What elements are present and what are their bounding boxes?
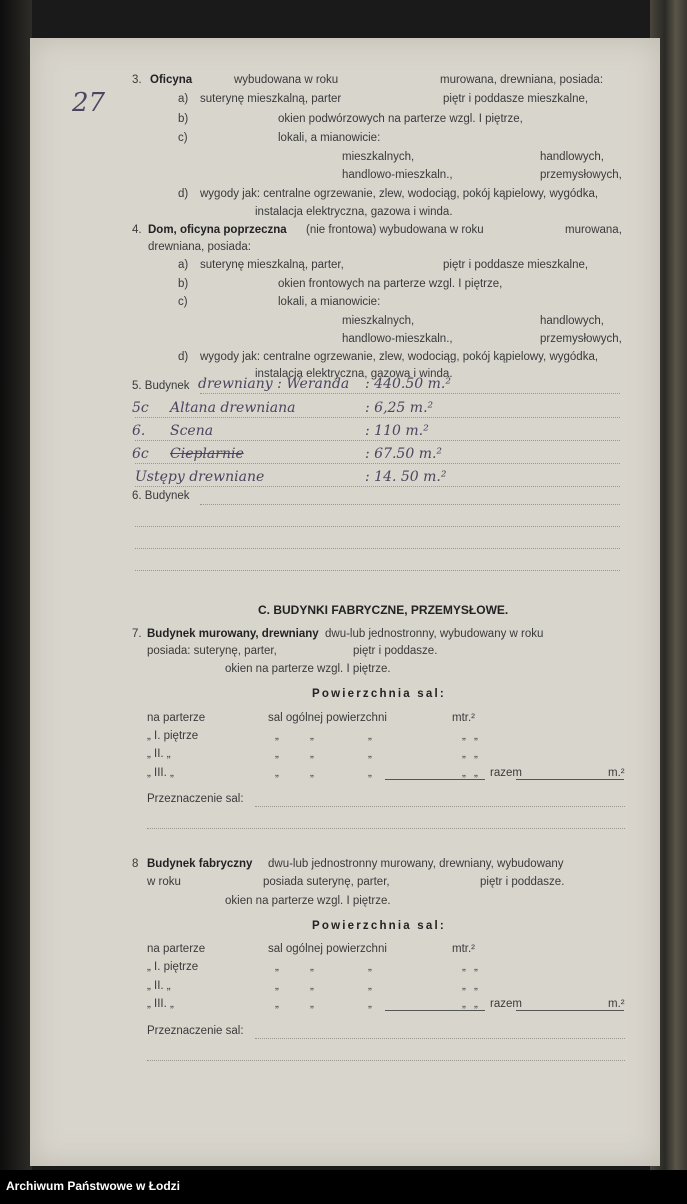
- s8-q-r1-d: „: [462, 961, 466, 973]
- s7-przezn: Przeznaczenie sal:: [147, 793, 244, 805]
- s3-m4: przemysłowych,: [540, 169, 622, 181]
- s8-q-r2-c: „: [368, 980, 372, 992]
- s3-b-text: okien podwórzowych na parterze wzgl. I piętrze,: [278, 113, 523, 125]
- s6-line-0: [200, 504, 620, 505]
- s7-rest: dwu-lub jednostronny, wybudowany w roku: [325, 628, 544, 640]
- s7-title: Budynek murowany, drewniany: [147, 628, 319, 640]
- s3-d-label: d): [178, 188, 189, 200]
- s5-row-1-prefix: 5c: [132, 400, 149, 416]
- s5-line-3: [135, 463, 620, 464]
- s8-pow: Powierzchnia sal:: [312, 920, 446, 932]
- s7-q-r3-a: „: [275, 767, 279, 779]
- s3-m2: handlowych,: [540, 151, 604, 163]
- s7-np: na parterze: [147, 712, 206, 724]
- s4-mat: murowana,: [565, 224, 622, 236]
- s7-przezn-line-0: [255, 806, 625, 807]
- s3-d-text: wygody jak: centralne ogrzewanie, zlew, wodociąg, pokój kąpielowy, wygódka,: [200, 188, 599, 200]
- s3-m3: handlowo-mieszkaln.,: [342, 169, 453, 181]
- s7-q-r1-b: „: [310, 730, 314, 742]
- s7-mtr: mtr.²: [452, 712, 475, 724]
- s7-okien: okien na parterze wzgl. I piętrze.: [225, 663, 391, 675]
- s3-b-label: b): [178, 113, 189, 125]
- s7-q-r1-a: „: [275, 730, 279, 742]
- s5-label: 5. Budynek: [132, 380, 190, 392]
- s8-posiada: posiada suterynę, parter,: [263, 876, 390, 888]
- s8-r3: „ III. „: [147, 998, 174, 1010]
- s7-q-r2-e: „: [474, 748, 478, 760]
- s7-przezn-line-1: [147, 828, 625, 829]
- s5-row-0-value: : 440.50 m.²: [365, 376, 451, 392]
- s5-row-2-value: : 110 m.²: [365, 423, 429, 439]
- s7-pietr: piętr i poddasze.: [353, 645, 438, 657]
- s7-q-r2-c: „: [368, 748, 372, 760]
- s4-d-text: wygody jak: centralne ogrzewanie, zlew, wodociąg, pokój kąpielowy, wygódka,: [200, 351, 599, 363]
- s7-r3: „ III. „: [147, 767, 174, 779]
- page-mark: 27: [72, 88, 106, 118]
- s8-q-r2-d: „: [462, 980, 466, 992]
- s5-row-2-text: Scena: [170, 423, 214, 439]
- s3-a-text2: piętr i poddasze mieszkalne,: [443, 93, 589, 105]
- s4-paren: (nie frontowa) wybudowana w roku: [306, 224, 484, 236]
- archive-footer-text: Archiwum Państwowe w Łodzi: [6, 1179, 181, 1193]
- s8-title: Budynek fabryczny: [147, 858, 253, 870]
- s7-sal: sal ogólnej powierzchni: [268, 712, 387, 724]
- s8-q-r3-b: „: [310, 998, 314, 1010]
- s8-mtr: mtr.²: [452, 943, 475, 955]
- s3-a-text: suterynę mieszkalną, parter: [200, 93, 342, 105]
- s8-q-r3-a: „: [275, 998, 279, 1010]
- s4-a-text2: piętr i poddasze mieszkalne,: [443, 259, 589, 271]
- s7-q-r1-d: „: [462, 730, 466, 742]
- s5-row-4-text: Ustępy drewniane: [135, 469, 265, 485]
- s7-r1: „ I. piętrze: [147, 730, 199, 742]
- s3-c-label: c): [178, 132, 188, 144]
- s7-q-r3-d: „: [462, 767, 466, 779]
- s5-row-1-value: : 6,25 m.²: [365, 400, 434, 416]
- s4-mat2: drewniana, posiada:: [148, 241, 251, 253]
- s4-m3: handlowo-mieszkaln.,: [342, 333, 453, 345]
- s5-line-2: [135, 440, 620, 441]
- s6-line-2: [135, 548, 620, 549]
- s4-a-label: a): [178, 259, 189, 271]
- s8-q-r1-c: „: [368, 961, 372, 973]
- s3-mat: murowana, drewniana, posiada:: [440, 74, 604, 86]
- s8-przezn: Przeznaczenie sal:: [147, 1025, 244, 1037]
- s7-sum-line: [385, 779, 485, 780]
- s3-title: Oficyna: [150, 74, 193, 86]
- s4-d-label: d): [178, 351, 189, 363]
- s7-q-r3-e: „: [474, 767, 478, 779]
- s5-row-4-value: : 14. 50 m.²: [365, 469, 447, 485]
- s4-d-text2: instalacja elektryczna, gazowa i winda.: [255, 368, 453, 380]
- s8-q-r2-e: „: [474, 980, 478, 992]
- s5-row-3-prefix: 6c: [132, 446, 149, 462]
- s5-row-3-text: Cieplarnie: [170, 446, 244, 462]
- s4-m2: handlowych,: [540, 315, 604, 327]
- s4-m4: przemysłowych,: [540, 333, 622, 345]
- s7-posiada: posiada: suterynę, parter,: [147, 645, 277, 657]
- s8-num: 8: [132, 858, 139, 870]
- scan-edge-left: [0, 0, 32, 1170]
- s8-przezn-line-1: [147, 1060, 625, 1061]
- s5-line-1: [135, 417, 620, 418]
- s6-line-3: [135, 570, 620, 571]
- s3-num: 3.: [132, 74, 142, 86]
- s8-q-r1-b: „: [310, 961, 314, 973]
- s8-razem-line: [516, 1010, 624, 1011]
- s5-row-3-value: : 67.50 m.²: [365, 446, 443, 462]
- s8-wroku: w roku: [147, 876, 181, 888]
- s8-np: na parterze: [147, 943, 206, 955]
- s4-m1: mieszkalnych,: [342, 315, 415, 327]
- section-c-title: C. BUDYNKI FABRYCZNE, PRZEMYSŁOWE.: [258, 603, 509, 617]
- s8-rest: dwu-lub jednostronny murowany, drewniany, wybudowany: [268, 858, 564, 870]
- s4-c-label: c): [178, 296, 188, 308]
- s7-q-r1-e: „: [474, 730, 478, 742]
- s4-title: Dom, oficyna poprzeczna: [148, 224, 287, 236]
- s7-q-r1-c: „: [368, 730, 372, 742]
- s8-r1: „ I. piętrze: [147, 961, 199, 973]
- s8-q-r2-b: „: [310, 980, 314, 992]
- s7-num: 7.: [132, 628, 142, 640]
- s3-a-label: a): [178, 93, 189, 105]
- s3-d-text2: instalacja elektryczna, gazowa i winda.: [255, 206, 453, 218]
- s5-row-1-text: Altana drewniana: [170, 400, 296, 416]
- s7-q-r3-b: „: [310, 767, 314, 779]
- s4-b-label: b): [178, 278, 189, 290]
- s8-q-r3-e: „: [474, 998, 478, 1010]
- s3-built: wybudowana w roku: [234, 74, 339, 86]
- s7-q-r2-d: „: [462, 748, 466, 760]
- s8-sum-line: [385, 1010, 485, 1011]
- s7-q-r2-b: „: [310, 748, 314, 760]
- s7-pow: Powierzchnia sal:: [312, 688, 446, 700]
- s5-line-0: [200, 393, 620, 394]
- s8-okien: okien na parterze wzgl. I piętrze.: [225, 895, 391, 907]
- s8-pietr: piętr i poddasze.: [480, 876, 565, 888]
- s4-c-text: lokali, a mianowicie:: [278, 296, 381, 308]
- s7-razem: razem: [490, 767, 522, 779]
- s8-r2: „ II. „: [147, 980, 171, 992]
- s5-line-4: [135, 486, 620, 487]
- s8-q-r1-e: „: [474, 961, 478, 973]
- s8-sal: sal ogólnej powierzchni: [268, 943, 387, 955]
- archive-footer: [0, 1170, 687, 1204]
- s8-q-r3-d: „: [462, 998, 466, 1010]
- s5-row-0-text: drewniany : Weranda: [198, 376, 350, 392]
- s8-q-r3-c: „: [368, 998, 372, 1010]
- s4-b-text: okien frontowych na parterze wzgl. I piętrze,: [278, 278, 503, 290]
- s8-przezn-line-0: [255, 1038, 625, 1039]
- s8-q-r1-a: „: [275, 961, 279, 973]
- s5-row-2-prefix: 6.: [132, 423, 146, 439]
- s8-razem: razem: [490, 998, 522, 1010]
- s7-q-r2-a: „: [275, 748, 279, 760]
- s3-m1: mieszkalnych,: [342, 151, 415, 163]
- s7-q-r3-c: „: [368, 767, 372, 779]
- s7-razem-line: [516, 779, 624, 780]
- s8-m2: m.²: [608, 998, 625, 1010]
- s3-c-text: lokali, a mianowicie:: [278, 132, 381, 144]
- s7-m2: m.²: [608, 767, 625, 779]
- s6-line-1: [135, 526, 620, 527]
- document-page: [30, 38, 660, 1166]
- s4-a-text: suterynę mieszkalną, parter,: [200, 259, 344, 271]
- s7-r2: „ II. „: [147, 748, 171, 760]
- s4-num: 4.: [132, 224, 142, 236]
- s8-q-r2-a: „: [275, 980, 279, 992]
- s6-label: 6. Budynek: [132, 490, 190, 502]
